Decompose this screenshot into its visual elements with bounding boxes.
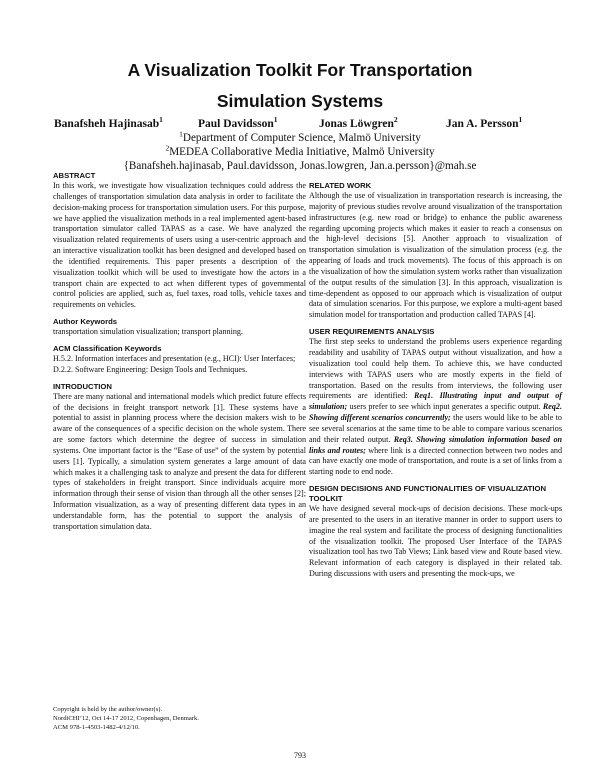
design-heading: DESIGN DECISIONS AND FUNCTIONALITIES OF VISUALIZATION TOOLKIT bbox=[309, 484, 547, 504]
req1-label: Req1. Illustrating input and output of simulation; bbox=[309, 391, 562, 412]
affiliation-2 bbox=[0, 145, 600, 159]
affiliation-1 bbox=[0, 131, 600, 145]
author-emails: {Banafsheh.hajinasab, Paul.davidsson, Jonas.lowgren, Jan.a.persson}@mah.se bbox=[123, 160, 477, 172]
req2-label: Req2. Showing different scenarios concurrently; bbox=[309, 402, 562, 423]
req1-text: users prefer to see which input generates a specific output. bbox=[349, 402, 541, 412]
author-keywords-heading: Author Keywords bbox=[53, 317, 118, 327]
author-name: Paul Davidsson bbox=[198, 118, 274, 130]
related-work-heading: RELATED WORK bbox=[309, 181, 372, 190]
author-4 bbox=[446, 115, 523, 130]
related-work-text: Although the use of visualization in transportation research is increasing, the majority of previous studies revolve around visualization of the transportation infrastructures (e.g. new road or bridge) to enhance the public awareness regarding upcoming projects which makes it easier to reach a consensus on the high-level decisions [5]. Another approach to visualization of transportation simulation is visualization of the simulation process (e.g. the appearing of loads and truck movements). The focus of this approach is on the visualization of how the simulation system works rather than visualization of the output results of the simulation [3]. In this approach, visualization is time-dependent as opposed to our approach which is visualization of output data of simulation scenarios. For this purpose, we explore a multi-agent based simulation model for transportation and production called TAPAS [4]. bbox=[309, 191, 562, 320]
paper-title-line-2: Simulation Systems bbox=[216, 91, 384, 111]
author-affiliation-mark: 1 bbox=[518, 115, 523, 125]
author-name: Jan A. Persson bbox=[446, 118, 519, 130]
author-name: Jonas Löwgren bbox=[319, 118, 394, 130]
introduction-text: There are many national and international models which predict future effects of the decisions in freight transport network [1]. These systems have a potential to assist in planning process where the decision makers wish to be aware of the consequences of a specific decision on the whole system. There are some factors which determine the degree of success in simulation systems. One important factor is the “Ease of use” of the system by potential users [1]. Typically, a simulation system generates a large amount of data which makes it a challenging task to analyze and present the data for different types of stakeholders in freight transport. Since individuals acquire more information through their sense of vision than through all the other senses [2]; Information visualization, as a way of presenting different data types in an understandable form, has the potential to support the analysis of transportation simulation data. bbox=[53, 391, 306, 531]
req3-label: Req3. Showing simulation information based on links and routes; bbox=[309, 434, 562, 455]
author-affiliation-mark: 1 bbox=[159, 115, 163, 125]
author-name: Banafsheh Hajinasab bbox=[54, 118, 160, 130]
left-column bbox=[53, 171, 306, 539]
req2-text: the users would like to be able to see several scenarios at the same time to be able to compare various scenarios and their related output. bbox=[309, 413, 562, 444]
abstract-text: In this work, we investigate how visualization techniques could address the challenges of transportation simulation data analysis in order to facilitate the decision-making process for transportation simulation users. For this purpose, we have applied the visualization methods in a real implemented agent-based transportation simulator called TAPAS as a case. We have analyzed the visualization related requirements of users using a user-centric approach and an interactive visualization toolkit has been designed and developed based on the identified requirements. This paper presents a description of the visualization toolkit which will be used to investigate how the actors in a transport chain are expected to act when different types of governmental control policies are applied, such as, fuel taxes, road tolls, vehicle taxes and requirements on vehicles. bbox=[53, 181, 306, 310]
design-text: We have designed several mock-ups of decision decisions. These mock-ups are presented to the users in an iterative manner in order to support users to imagine the real system and facilitate the process of designing functionalities of the visualization toolkit. The proposed User Interface of the TAPAS visualization tool has two Tab Views; Link based view and Route based view. Relevant information of each category is displayed in their related tab. During discussions with users and presenting the mock-ups, we bbox=[309, 504, 562, 579]
affiliation-text: MEDEA Collaborative Media Initiative, Malmö University bbox=[169, 146, 435, 158]
acm-classification-text: H.5.2. Information interfaces and presentation (e.g., HCI): User Interfaces; D.2.2. Software Engineering: Design Tools and Techniques. bbox=[53, 353, 296, 374]
abstract-heading: ABSTRACT bbox=[53, 171, 96, 180]
page-number: 793 bbox=[294, 751, 306, 760]
author-keywords-text: transportation simulation visualization; transport planning. bbox=[53, 327, 243, 337]
author-affiliation-mark: 1 bbox=[273, 115, 278, 125]
req3-text: where link is a directed connection between two nodes and can have exactly one mode of transportation, and route is a set of links from a starting node to end node. bbox=[309, 445, 563, 477]
author-1 bbox=[54, 115, 163, 130]
author-2 bbox=[198, 115, 278, 130]
affiliation-text: Department of Computer Science, Malmö University bbox=[182, 132, 421, 144]
author-3 bbox=[319, 115, 398, 130]
requirements-intro: The first step seeks to understand the problems users experience regarding readability and usability of TAPAS output without visualization, and how a visualization tool could help them. To achieve this, we have conducted interviews with TAPAS users who are mostly experts in the field of transportation. Based on the results from interviews, the following user requirements are identified: bbox=[309, 337, 562, 401]
right-column bbox=[309, 181, 562, 586]
affiliation-mark: 2 bbox=[165, 143, 170, 153]
acm-classification-heading: ACM Classification Keywords bbox=[53, 343, 162, 353]
affiliation-mark: 1 bbox=[179, 129, 183, 139]
author-affiliation-mark: 2 bbox=[393, 115, 398, 125]
copyright-notice bbox=[53, 705, 306, 732]
paper-title-line-1: A Visualization Toolkit For Transportation bbox=[127, 60, 473, 80]
user-requirements-heading: USER REQUIREMENTS ANALYSIS bbox=[309, 327, 435, 337]
acm-isbn-line: ACM 978-1-4503-1482-4/12/10. bbox=[53, 724, 140, 731]
copyright-line: Copyright is held by the author/owner(s). bbox=[53, 706, 163, 713]
introduction-heading: INTRODUCTION bbox=[53, 381, 112, 391]
user-requirements-text bbox=[309, 337, 562, 478]
conference-line: NordiCHI’12, Oct 14-17 2012, Copenhagen, Denmark. bbox=[53, 715, 199, 722]
